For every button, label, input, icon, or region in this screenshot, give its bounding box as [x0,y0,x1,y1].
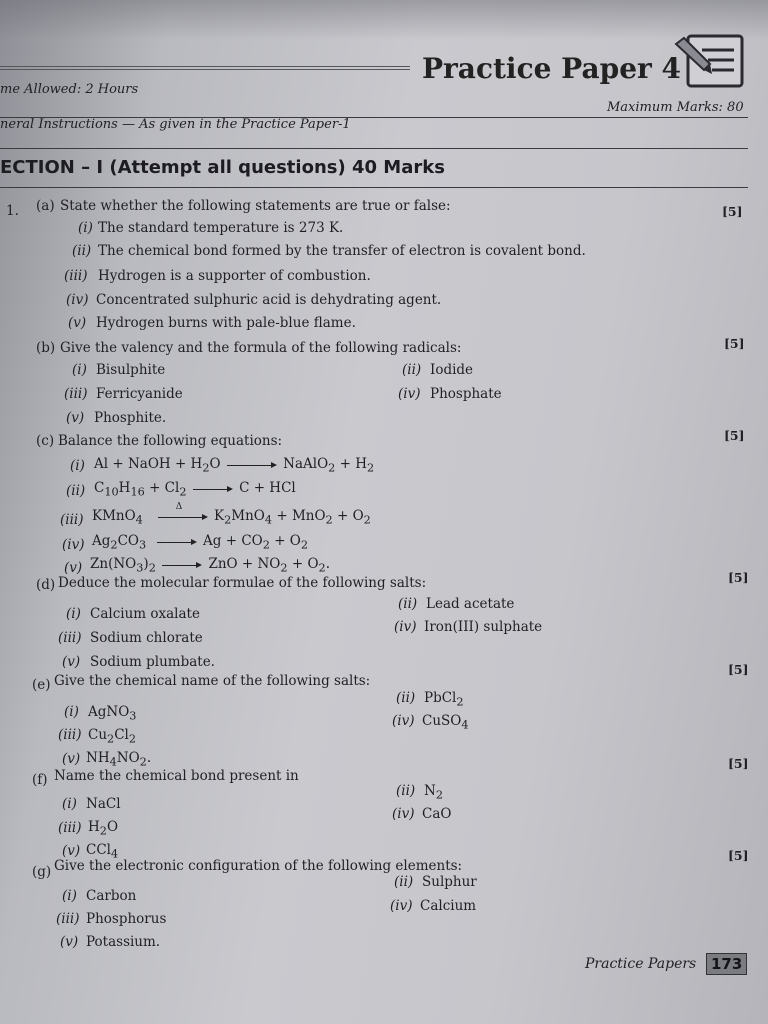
part-e-label: (e) [32,677,51,693]
d-item-text: Lead acetate [426,596,515,612]
b-item-num: (ii) [402,362,422,378]
g-item-num: (iv) [390,898,413,914]
part-d-label: (d) [36,577,56,593]
part-f-text: Name the chemical bond present in [54,768,299,784]
page-shadow [0,0,768,40]
f-item-num: (iii) [58,820,82,836]
b-item-text: Phosphite. [94,410,167,426]
f-item-formula: CaO [422,806,452,822]
time-allowed: me Allowed: 2 Hours [0,82,139,97]
part-a-label: (a) [36,198,55,214]
e-item-num: (iii) [58,727,82,743]
section-heading: ECTION – I (Attempt all questions) 40 Marks [0,157,445,178]
g-item-text: Phosphorus [86,911,167,927]
a-item-num: (v) [68,315,87,331]
part-b-label: (b) [36,340,56,356]
part-g-label: (g) [32,864,52,880]
b-item-text: Phosphate [430,386,502,402]
part-g-marks: [5] [728,848,749,863]
e-item-formula: CuSO$_4$ [422,713,469,732]
equation-1: Al + NaOH + $H_2O$ NaAlO$_2$ + $H_2$ [94,456,375,475]
e-item-formula: PbCl$_2$ [424,690,464,709]
a-item-text: The chemical bond formed by the transfer of electron is covalent bond. [98,243,586,259]
c-eq-num: (ii) [66,483,86,499]
e-item-num: (ii) [396,690,416,706]
f-item-formula: NaCl [86,796,121,812]
e-item-num: (iv) [392,713,415,729]
a-item-text: The standard temperature is 273 K. [98,220,344,236]
part-f-marks: [5] [728,756,749,771]
b-item-text: Bisulphite [96,362,166,378]
part-a-marks: [5] [722,204,743,219]
b-item-num: (v) [66,410,85,426]
a-item-text: Hydrogen is a supporter of combustion. [98,268,371,284]
part-b-marks: [5] [724,336,745,351]
c-eq-num: (i) [70,458,85,474]
c-eq-num: (iii) [60,512,84,528]
e-item-formula: $NH_4NO_2$. [86,750,152,769]
header-rule-left-2 [0,69,410,70]
max-marks: Maximum Marks: 80 [607,100,744,115]
d-item-text: Sodium plumbate. [90,654,215,670]
part-c-text: Balance the following equations: [58,433,283,449]
a-item-text: Concentrated sulphuric acid is dehydrating agent. [96,292,442,308]
part-b-text: Give the valency and the formula of the following radicals: [60,340,462,356]
part-d-marks: [5] [728,570,749,585]
part-a-text: State whether the following statements are true or false: [60,198,451,214]
footer-label: Practice Papers [585,956,697,972]
e-item-formula: AgNO$_3$ [88,704,137,723]
b-item-text: Ferricyanide [96,386,183,402]
g-item-num: (iii) [56,911,80,927]
d-item-text: Calcium oxalate [90,606,200,622]
g-item-text: Sulphur [422,874,477,890]
f-item-num: (iv) [392,806,415,822]
notepad-pencil-icon [672,30,748,92]
a-item-num: (i) [78,220,93,236]
part-c-label: (c) [36,433,55,449]
c-eq-num: (iv) [62,537,85,553]
g-item-text: Carbon [86,888,137,904]
g-item-num: (ii) [394,874,414,890]
d-item-text: Iron(III) sulphate [424,619,543,635]
part-d-text: Deduce the molecular formulae of the following salts: [58,575,427,591]
equation-4: $Ag_2CO_3$ $Ag + CO_2 + O_2$ [92,533,309,552]
g-item-num: (i) [62,888,77,904]
e-item-formula: $Cu_2Cl_2$ [88,727,137,746]
header-rule-left [0,66,410,67]
part-e-marks: [5] [728,662,749,677]
delta-symbol: Δ [175,501,183,512]
header-rule-bottom [0,148,748,149]
d-item-text: Sodium chlorate [90,630,203,646]
b-item-num: (i) [72,362,87,378]
general-instructions: neral Instructions — As given in the Practice Paper-1 [0,117,351,132]
a-item-num: (ii) [72,243,92,259]
a-item-text: Hydrogen burns with pale-blue flame. [96,315,356,331]
b-item-num: (iii) [64,386,88,402]
part-g-text: Give the electronic configuration of the following elements: [54,858,463,874]
equation-2: $C_{10}H_{16} + Cl_2$ C + HCl [94,480,296,499]
b-item-text: Iodide [430,362,474,378]
equation-5: $Zn(NO_3)_2$ ZnO + $NO_2 + O_2$. [90,556,330,575]
part-e-text: Give the chemical name of the following salts: [54,673,371,689]
g-item-text: Calcium [420,898,477,914]
d-item-num: (iv) [394,619,417,635]
part-f-label: (f) [32,772,48,788]
page-number: 173 [706,953,747,975]
f-item-formula: $H_2O$ [88,819,119,838]
part-c-marks: [5] [724,428,745,443]
e-item-num: (v) [62,751,81,767]
g-item-text: Potassium. [86,934,161,950]
equation-3: KMnO$_4$ Δ $K_2MnO_4 + MnO_2 + O_2$ [92,501,371,527]
c-eq-num: (v) [64,560,83,576]
d-item-num: (v) [62,654,81,670]
f-item-num: (v) [62,843,81,859]
b-item-num: (iv) [398,386,421,402]
question-number: 1. [6,203,19,219]
f-item-formula: $N_2$ [424,783,443,802]
e-item-num: (i) [64,704,79,720]
f-item-formula: CCl$_4$ [86,842,119,861]
d-item-num: (i) [66,606,81,622]
d-item-num: (ii) [398,596,418,612]
a-item-num: (iii) [64,268,88,284]
a-item-num: (iv) [66,292,89,308]
g-item-num: (v) [60,934,79,950]
d-item-num: (iii) [58,630,82,646]
page-title: Practice Paper 4 [422,52,681,85]
f-item-num: (i) [62,796,77,812]
f-item-num: (ii) [396,783,416,799]
section-rule [0,187,748,188]
